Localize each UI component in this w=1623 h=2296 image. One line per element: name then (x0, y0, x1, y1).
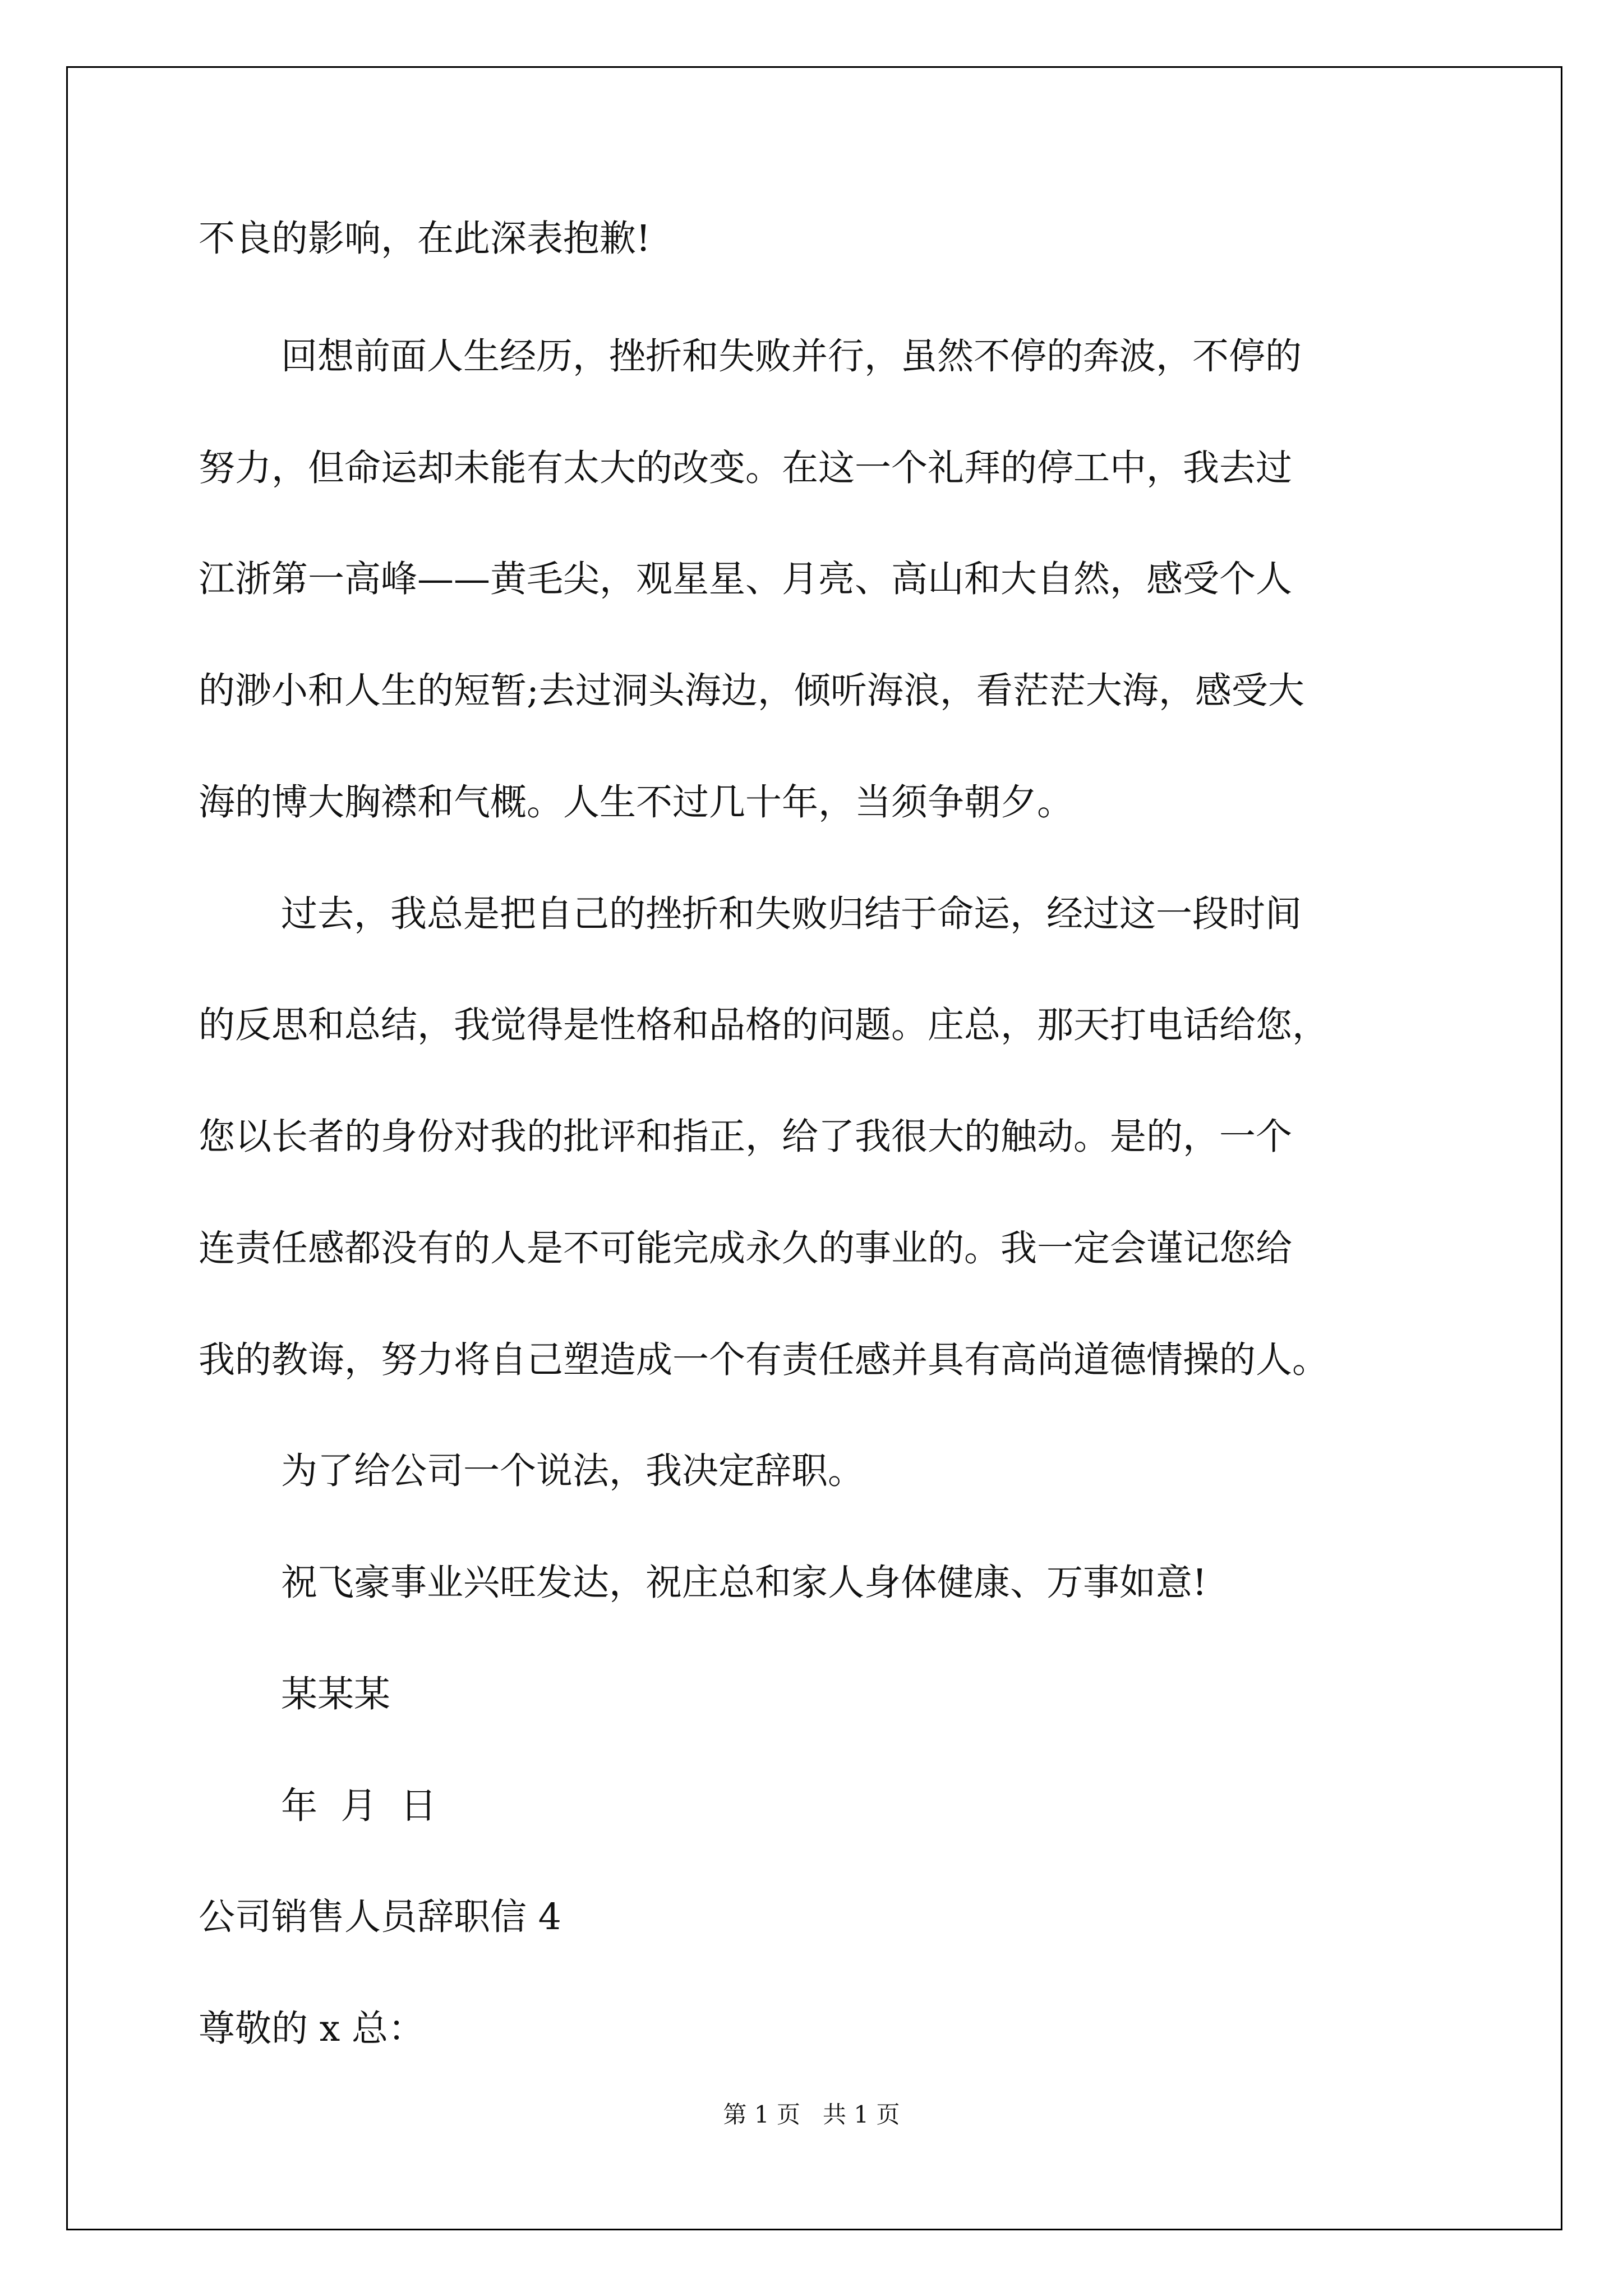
paragraph-line-3: 为了给公司一个说法，我决定辞职。 (281, 1450, 865, 1492)
salutation: 尊敬的 x 总： (199, 2008, 425, 2050)
body-line-5: 海的博大胸襟和气概。人生不过几十年，当须争朝夕。 (199, 781, 1074, 823)
page-footer: 第 1 页 共 1 页 (723, 2101, 900, 2128)
paragraph-line-2: 过去，我总是把自己的挫折和失败归结于命运，经过这一段时间 (281, 893, 1302, 935)
body-line-9: 我的教诲，努力将自己塑造成一个有责任感并具有高尚道德情操的人。 (199, 1339, 1329, 1381)
body-line-1: 不良的影响，在此深表抱歉! (199, 218, 651, 260)
paragraph-line-1: 回想前面人生经历，挫折和失败并行，虽然不停的奔波，不停的 (281, 335, 1302, 378)
body-line-2: 努力，但命运却未能有太大的改变。在这一个礼拜的停工中，我去过 (199, 447, 1293, 489)
body-line-3: 江浙第一高峰——黄毛尖，观星星、月亮、高山和大自然，感受个人 (199, 558, 1293, 600)
body-line-8: 连责任感都没有的人是不可能完成永久的事业的。我一定会谨记您给 (199, 1227, 1293, 1269)
body-line-6: 的反思和总结，我觉得是性格和品格的问题。庄总，那天打电话给您， (199, 1004, 1329, 1046)
body-line-4: 的渺小和人生的短暂;去过洞头海边，倾听海浪，看茫茫大海，感受大 (199, 670, 1304, 712)
paragraph-line-4: 祝飞豪事业兴旺发达，祝庄总和家人身体健康、万事如意! (281, 1562, 1207, 1604)
signature-date: 年 月 日 (281, 1785, 437, 1827)
section-title: 公司销售人员辞职信 4 (199, 1896, 562, 1938)
signature-name: 某某某 (281, 1673, 391, 1715)
body-line-7: 您以长者的身份对我的批评和指正，给了我很大的触动。是的，一个 (199, 1116, 1293, 1158)
